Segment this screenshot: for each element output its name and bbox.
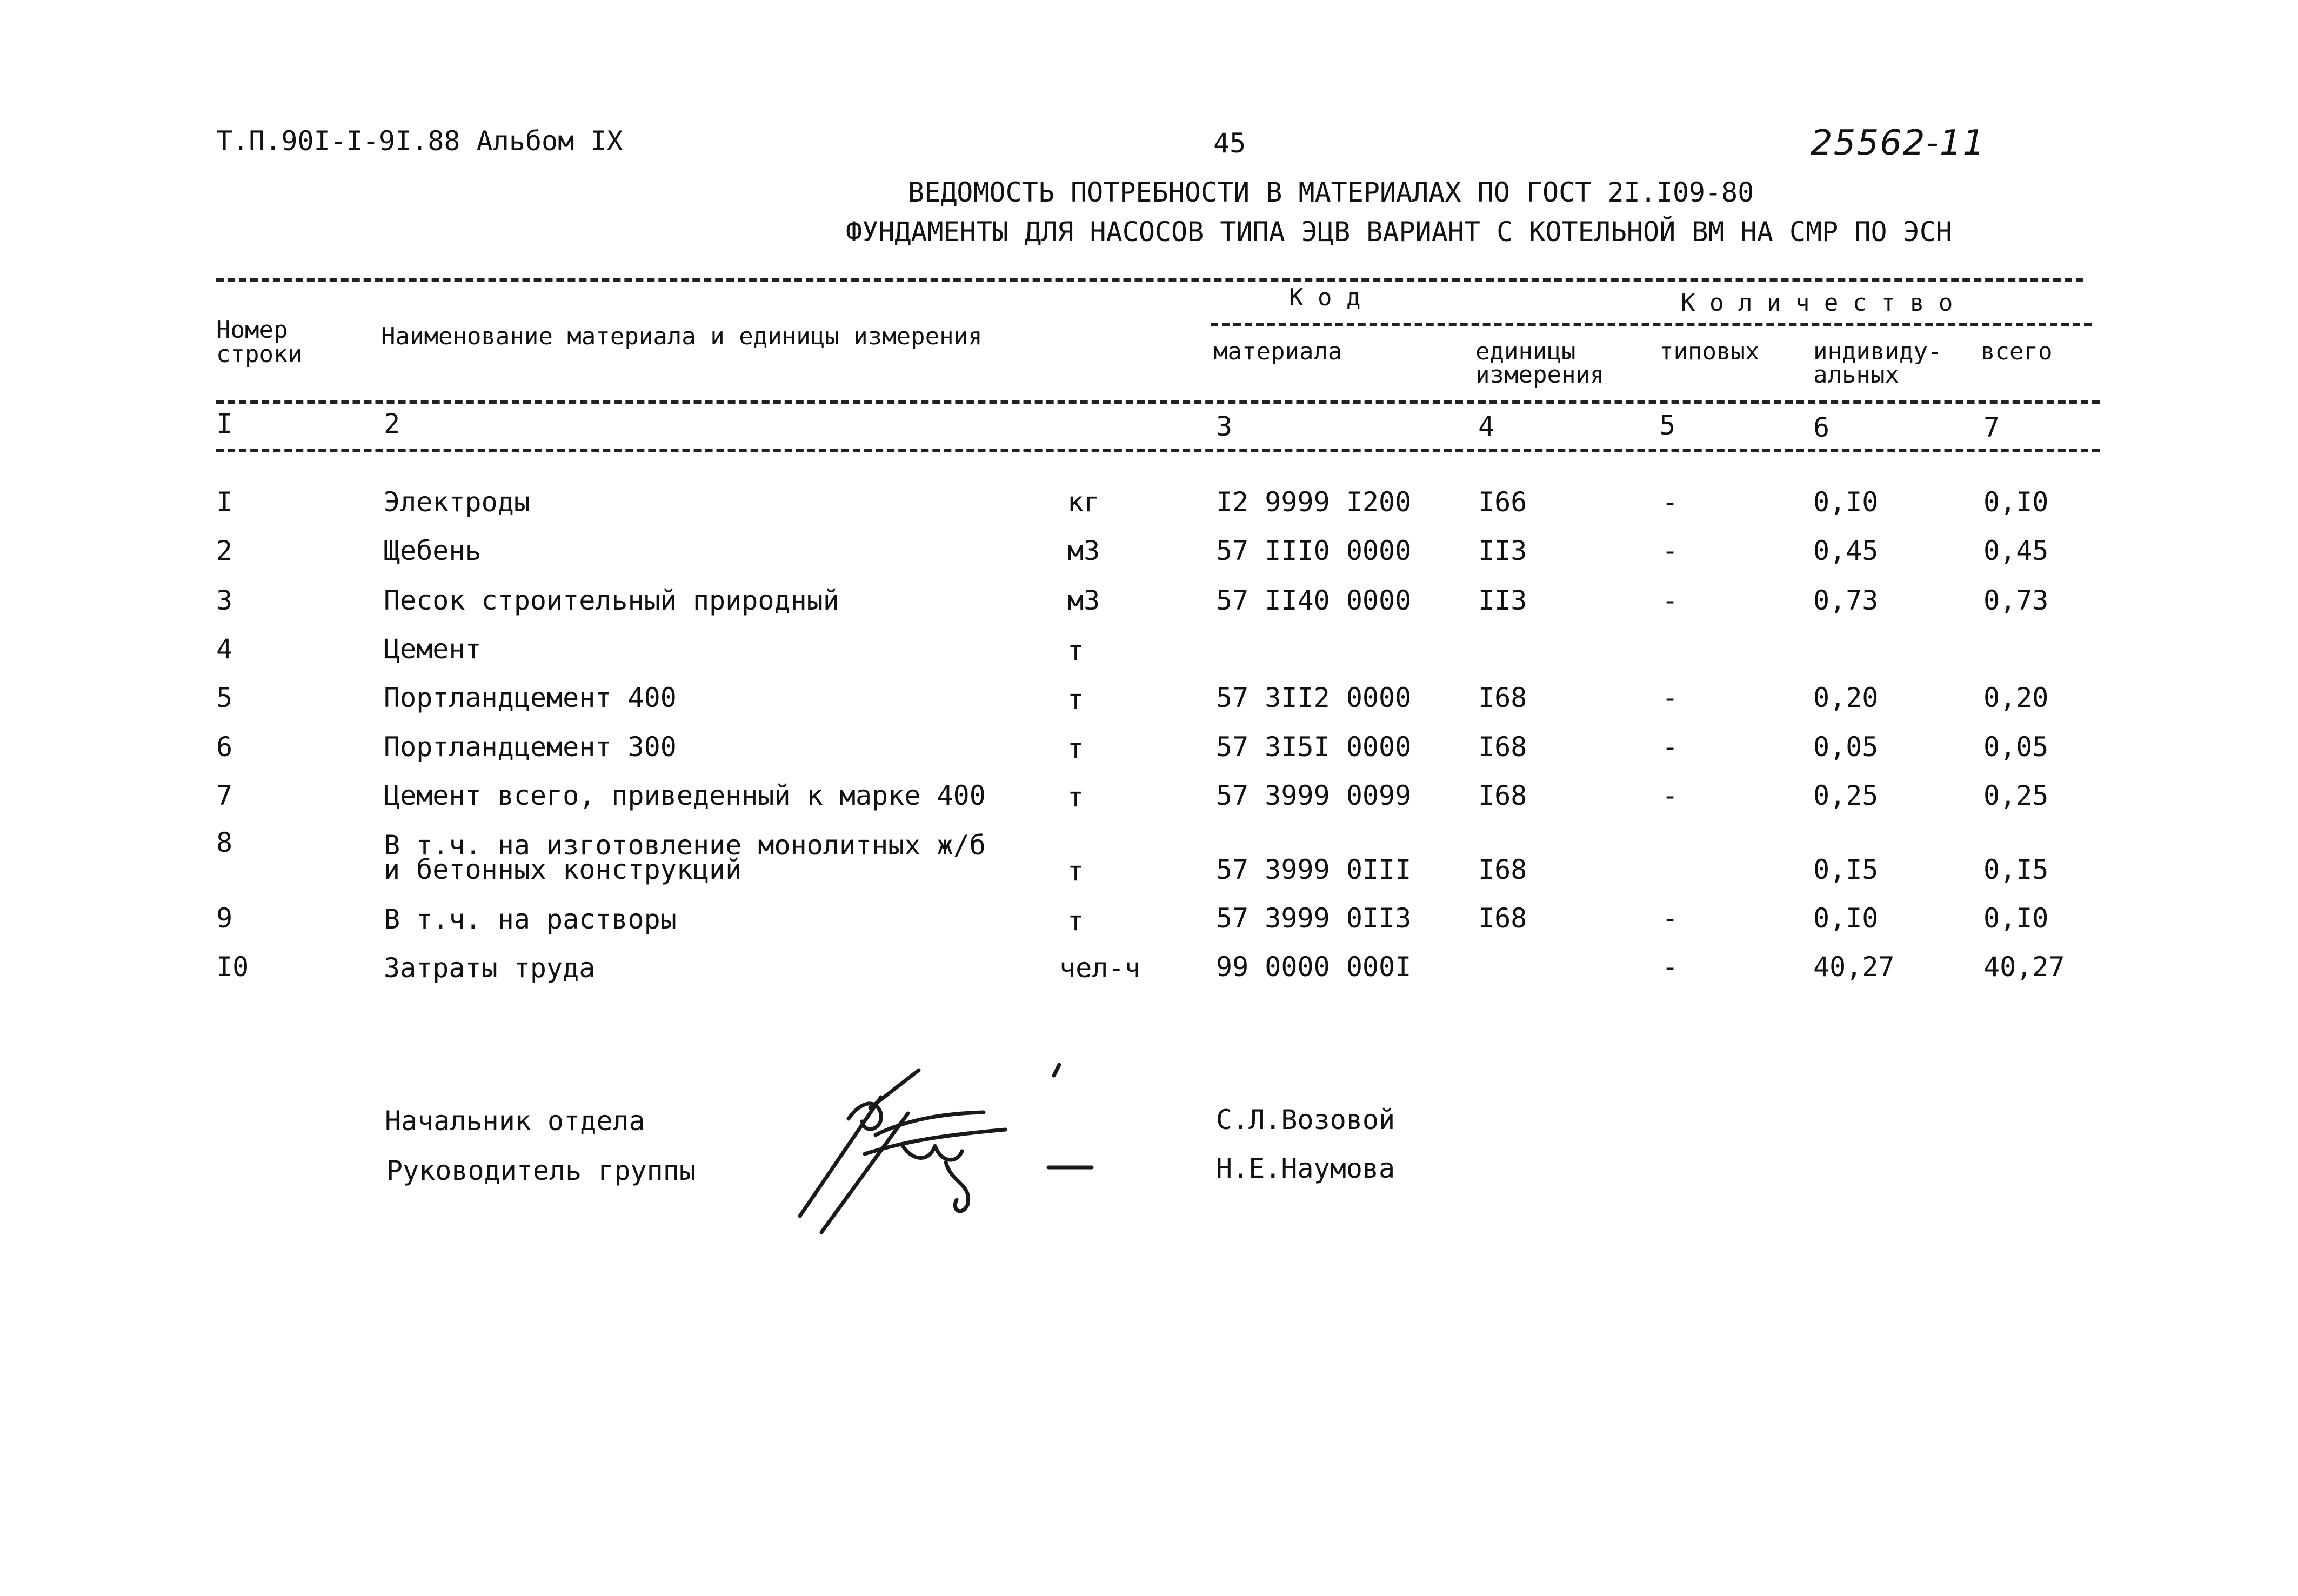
row-number: 5: [216, 682, 233, 713]
column-number: I: [216, 408, 233, 439]
handwritten-signature: [767, 1054, 1113, 1248]
signatory-name-1: С.Л.Возовой: [1216, 1104, 1395, 1136]
quantity-typical: -: [1662, 682, 1679, 713]
material-name: В т.ч. на изготовление монолитных ж/б: [384, 830, 986, 861]
row-number: 6: [216, 731, 233, 763]
material-code: 57 3I5I 0000: [1216, 731, 1412, 763]
quantity-individual: 0,I0: [1813, 903, 1879, 934]
header-group-rule: [1211, 323, 2092, 326]
table-top-rule: [216, 278, 2083, 282]
header-row-number-1: Номер: [216, 316, 288, 344]
header-quantity-group: К о л и ч е с т в о: [1681, 289, 1953, 317]
quantity-total: 40,27: [1983, 951, 2065, 983]
unit: т: [1067, 782, 1084, 813]
row-number: I: [216, 486, 233, 518]
header-individual-2: альных: [1813, 361, 1899, 389]
quantity-total: 0,05: [1983, 731, 2049, 763]
material-name: Портландцемент 300: [384, 731, 677, 763]
signatory-name-2: Н.Е.Наумова: [1216, 1153, 1395, 1184]
quantity-typical: -: [1662, 903, 1679, 934]
unit: т: [1067, 905, 1084, 937]
unit: чел-ч: [1059, 952, 1141, 984]
material-name: Щебень: [384, 535, 482, 566]
quantity-typical: -: [1662, 731, 1679, 763]
column-numbers-rule: [216, 449, 2100, 452]
quantity-typical: -: [1662, 486, 1679, 518]
header-total: всего: [1981, 338, 2053, 365]
header-material-name: Наименование материала и единицы измерения: [381, 323, 983, 350]
document-reference: Т.П.90I-I-9I.88 Альбом IX: [216, 125, 623, 157]
material-name: Цемент всего, приведенный к марке 400: [384, 780, 986, 811]
column-number: 4: [1478, 411, 1495, 442]
header-row-number-2: строки: [216, 340, 302, 368]
material-code: 57 3999 0099: [1216, 780, 1412, 811]
material-name: Затраты труда: [384, 952, 596, 984]
unit: т: [1067, 684, 1084, 715]
unit-code: II3: [1478, 585, 1527, 616]
header-unit-code-2: измерения: [1475, 361, 1605, 389]
material-name: Электроды: [384, 486, 530, 518]
unit: т: [1067, 635, 1084, 666]
header-bottom-rule: [216, 400, 2100, 404]
column-number: 5: [1659, 410, 1676, 441]
material-code: 57 3999 0II3: [1216, 903, 1412, 934]
unit-code: II3: [1478, 535, 1527, 566]
quantity-individual: 0,45: [1813, 535, 1879, 566]
material-name: Песок строительный природный: [384, 585, 839, 616]
quantity-total: 0,20: [1983, 682, 2049, 713]
quantity-individual: 0,05: [1813, 731, 1879, 763]
quantity-individual: 0,20: [1813, 682, 1879, 713]
header-code-group: К о д: [1289, 284, 1361, 311]
material-code: 57 3999 0III: [1216, 854, 1412, 885]
material-code: I2 9999 I200: [1216, 486, 1412, 518]
row-number: 9: [216, 903, 233, 934]
quantity-typical: -: [1662, 585, 1679, 616]
quantity-typical: -: [1662, 780, 1679, 811]
unit: т: [1067, 733, 1084, 764]
material-code: 57 III0 0000: [1216, 535, 1412, 566]
header-unit-code-1: единицы: [1475, 338, 1576, 365]
role-group-leader: Руководитель группы: [386, 1155, 696, 1186]
unit-code: I68: [1478, 682, 1527, 713]
quantity-total: 0,I0: [1983, 486, 2049, 518]
unit: м3: [1067, 535, 1100, 566]
row-number: 8: [216, 827, 233, 858]
unit: кг: [1067, 486, 1100, 518]
material-code: 57 II40 0000: [1216, 585, 1412, 616]
quantity-total: 0,25: [1983, 780, 2049, 811]
quantity-individual: 0,I5: [1813, 854, 1879, 885]
role-department-head: Начальник отдела: [385, 1105, 645, 1137]
quantity-total: 0,73: [1983, 585, 2049, 616]
row-number: 3: [216, 585, 233, 616]
quantity-individual: 0,I0: [1813, 486, 1879, 518]
row-number: 2: [216, 535, 233, 566]
row-number: I0: [216, 951, 249, 983]
row-number: 4: [216, 633, 233, 665]
quantity-typical: -: [1662, 535, 1679, 566]
document-subtitle: ФУНДАМЕНТЫ ДЛЯ НАСОСОВ ТИПА ЭЦВ ВАРИАНТ С КОТЕЛЬНОЙ ВМ НА СМР ПО ЭСН: [846, 216, 1952, 248]
row-number: 7: [216, 780, 233, 811]
column-number: 3: [1216, 411, 1233, 442]
material-name: В т.ч. на растворы: [384, 904, 677, 935]
material-name-continued: и бетонных конструкций: [384, 854, 742, 885]
material-code: 57 3II2 0000: [1216, 682, 1412, 713]
quantity-total: 0,I5: [1983, 854, 2049, 885]
column-number: 7: [1983, 412, 2000, 443]
quantity-typical: -: [1662, 951, 1679, 983]
unit-code: I68: [1478, 903, 1527, 934]
header-material-code: материала: [1213, 338, 1342, 365]
unit-code: I68: [1478, 731, 1527, 763]
unit: м3: [1067, 585, 1100, 616]
material-name: Цемент: [384, 633, 482, 665]
quantity-individual: 0,73: [1813, 585, 1879, 616]
unit-code: I66: [1478, 486, 1527, 518]
material-name: Портландцемент 400: [384, 682, 677, 713]
quantity-total: 0,I0: [1983, 903, 2049, 934]
header-individual-1: индивиду-: [1813, 338, 1942, 365]
column-number: 2: [384, 408, 400, 439]
quantity-individual: 40,27: [1813, 951, 1895, 983]
column-number: 6: [1813, 412, 1830, 443]
material-code: 99 0000 000I: [1216, 951, 1412, 983]
page-number: 45: [1213, 128, 1246, 159]
unit: т: [1067, 856, 1084, 887]
unit-code: I68: [1478, 780, 1527, 811]
quantity-individual: 0,25: [1813, 780, 1879, 811]
document-title: ВЕДОМОСТЬ ПОТРЕБНОСТИ В МАТЕРИАЛАХ ПО ГОСТ 2I.I09-80: [908, 177, 1754, 208]
unit-code: I68: [1478, 854, 1527, 885]
header-typical: типовых: [1659, 338, 1760, 365]
quantity-total: 0,45: [1983, 535, 2049, 566]
handwritten-number: 25562-11: [1811, 123, 1986, 163]
